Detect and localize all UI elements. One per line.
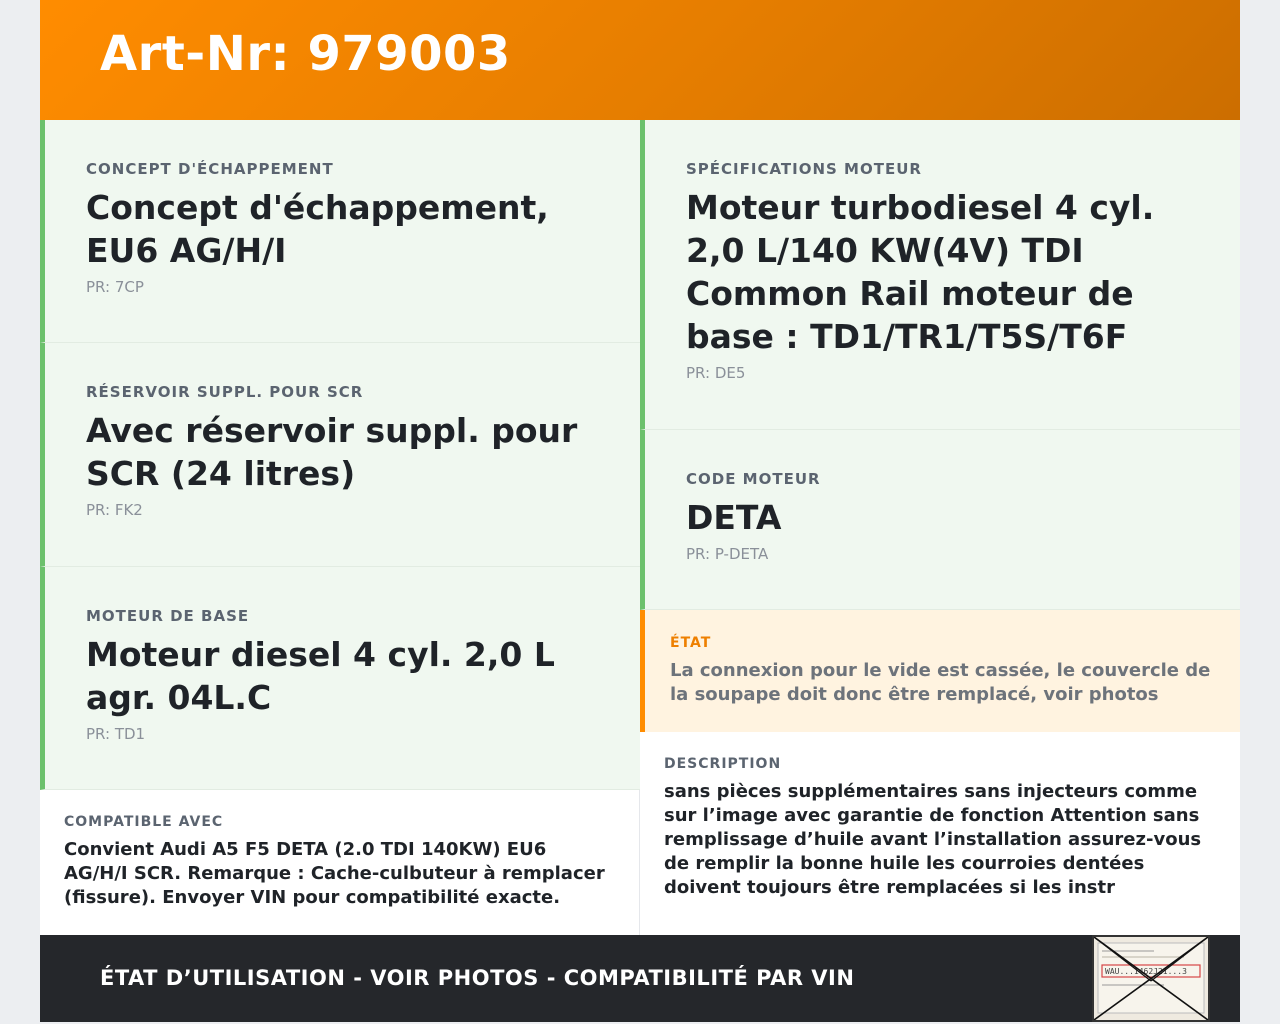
- footer-text: ÉTAT D’UTILISATION - VOIR PHOTOS - COMPATIBILITÉ PAR VIN: [100, 966, 855, 990]
- card-value: Avec réservoir suppl. pour SCR (24 litres): [86, 411, 578, 493]
- product-sheet: [40, 0, 1240, 1022]
- card-pr-code: PR: TD1: [86, 725, 146, 743]
- footer-bar: [40, 935, 1240, 1022]
- spec-card-base-engine: [40, 567, 640, 790]
- vin-plate-thumbnail[interactable]: [1092, 935, 1210, 1022]
- condition-text: La connexion pour le vide est cassée, le couvercle de la soupape doit donc être remplacé, voir photos: [670, 660, 1211, 705]
- description-section: [640, 756, 1240, 900]
- compatibility-text: Convient Audi A5 F5 DETA (2.0 TDI 140KW) EU6 AG/H/I SCR. Remarque : Cache-culbuteur à remplacer (fissure). Envoyer VIN pour compatibilité exacte.: [64, 839, 605, 908]
- condition-notice: [640, 610, 1240, 732]
- compatibility-section: [40, 814, 639, 910]
- card-label: CODE MOTEUR: [686, 470, 821, 488]
- card-value: DETA: [686, 498, 782, 537]
- condition-label: ÉTAT: [670, 635, 712, 651]
- card-label: SPÉCIFICATIONS MOTEUR: [686, 160, 922, 178]
- header-banner: [40, 0, 1240, 120]
- vin-text: WAU...1462J21...3: [1105, 967, 1187, 976]
- spec-card-engine-code: [640, 430, 1240, 610]
- card-value: Moteur diesel 4 cyl. 2,0 L agr. 04L.C: [86, 635, 555, 717]
- compatibility-label: COMPATIBLE AVEC: [64, 814, 224, 830]
- vin-plate-image: [1094, 937, 1208, 1020]
- spec-card-engine-specs: [640, 120, 1240, 430]
- card-label: CONCEPT D'ÉCHAPPEMENT: [86, 160, 334, 178]
- card-pr-code: PR: 7CP: [86, 278, 144, 296]
- description-label: DESCRIPTION: [664, 756, 782, 772]
- spec-card-exhaust: [40, 120, 640, 343]
- description-text: sans pièces supplémentaires sans injecteurs comme sur l’image avec garantie de fonction Attention sans remplissage d’huile avant l’installation assurez-vous de remplir la bonne huile les courroies dentées doivent toujours être remplacées si les instr: [664, 781, 1202, 898]
- card-pr-code: PR: P-DETA: [686, 545, 769, 563]
- card-value: Concept d'échappement, EU6 AG/H/I: [86, 188, 549, 270]
- card-value: Moteur turbodiesel 4 cyl. 2,0 L/140 KW(4V) TDI Common Rail moteur de base : TD1/TR1/T5S/T6F: [686, 188, 1155, 356]
- card-pr-code: PR: FK2: [86, 501, 143, 519]
- card-label: RÉSERVOIR SUPPL. POUR SCR: [86, 383, 364, 401]
- article-number-title: Art-Nr: 979003: [100, 26, 511, 82]
- card-label: MOTEUR DE BASE: [86, 607, 250, 625]
- spec-card-scr-tank: [40, 343, 640, 567]
- card-pr-code: PR: DE5: [686, 364, 746, 382]
